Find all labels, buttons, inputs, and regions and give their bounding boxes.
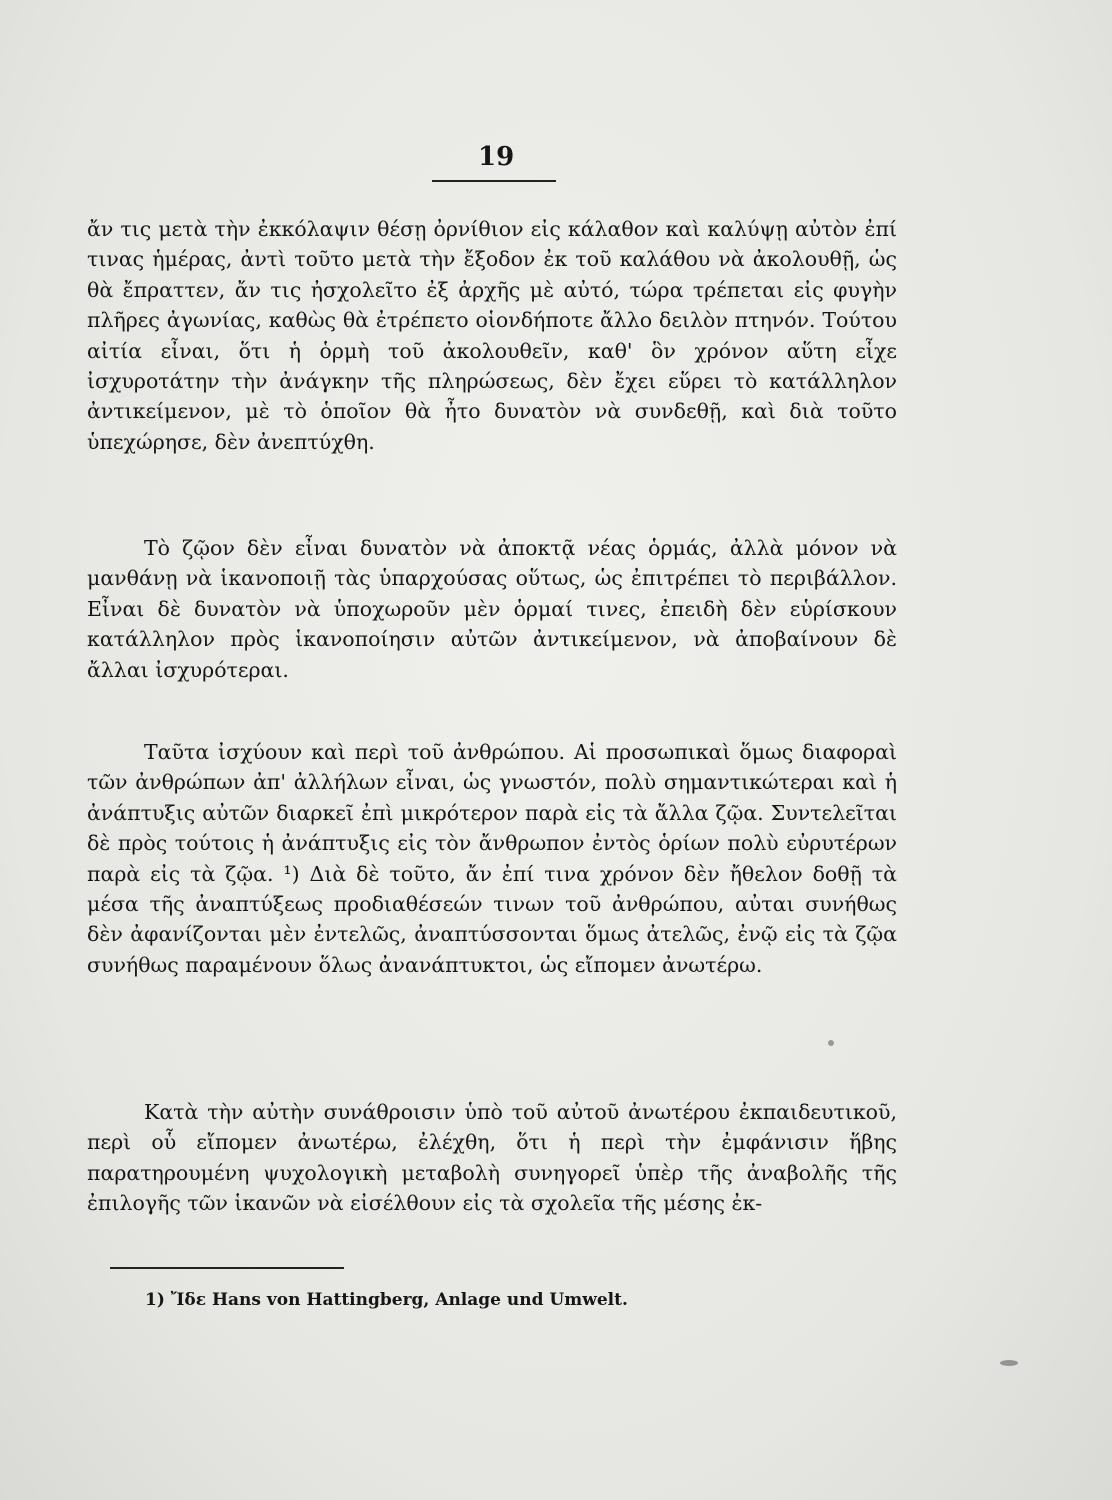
- paragraph-4: Κατὰ τὴν αὐτὴν συνάθροισιν ὑπὸ τοῦ αὐτοῦ ἀνωτέρου ἐκπαιδευτικοῦ, περὶ οὗ εἴπομεν ἀνωτέρω, ἐλέχθη, ὅτι ἡ περὶ τὴν ἐμφάνισιν ἥβης παρατηρουμένη ψυχολογικὴ μεταβολὴ συνηγορεῖ ὑπὲρ τῆς ἀναβολῆς τῆς ἐπιλογῆς τῶν ἱκανῶν νὰ εἰσέλθουν εἰς τὰ σχολεῖα τῆς μέσης ἐκ-: [87, 1100, 897, 1216]
- ink-dot: [828, 1040, 834, 1046]
- paragraph-1: ἄν τις μετὰ τὴν ἐκκόλαψιν θέσῃ ὀρνίθιον εἰς κάλαθον καὶ καλύψῃ αὐτὸν ἐπί τινας ἡμέρας, ἀντὶ τοῦτο μετὰ τὴν ἔξοδον ἐκ τοῦ καλάθου νὰ ἀκολουθῇ, ὡς θὰ ἔπραττεν, ἄν τις ἠσχολεῖτο ἐξ ἀρχῆς μὲ αὐτό, τώρα τρέπεται εἰς φυγὴν πλῆρες ἀγωνίας, καθὼς θὰ ἐτρέπετο οἱονδήποτε ἄλλο δειλὸν πτηνόν. Τούτου αἰτία εἶναι, ὅτι ἡ ὁρμὴ τοῦ ἀκολουθεῖν, καθ' ὃν χρόνον αὕτη εἶχε ἰσχυροτάτην τὴν ἀνάγκην τῆς πληρώσεως, δὲν ἔχει εὕρει τὸ κατάλληλον ἀντικείμενον, μὲ τὸ ὁποῖον θὰ ἦτο δυνατὸν νὰ συνδεθῇ, καὶ διὰ τοῦτο ὑπεχώρησε, δὲν ἀνεπτύχθη.: [87, 217, 897, 454]
- footnote-rule: [110, 1267, 344, 1269]
- ink-smudge: [1000, 1360, 1018, 1366]
- header-rule: [432, 180, 556, 182]
- page-number: 19: [478, 142, 515, 172]
- footnote: 1) Ἴδε Hans von Hattingberg, Anlage und Umwelt.: [145, 1290, 628, 1310]
- paragraph-2: Τὸ ζῷον δὲν εἶναι δυνατὸν νὰ ἀποκτᾷ νέας ὁρμάς, ἀλλὰ μόνον νὰ μανθάνῃ νὰ ἱκανοποιῇ τὰς ὑπαρχούσας οὕτως, ὡς ἐπιτρέπει τὸ περιβάλλον. Εἶναι δὲ δυνατὸν νὰ ὑποχωροῦν μὲν ὁρμαί τινες, ἐπειδὴ δὲν εὑρίσκουν κατάλληλον πρὸς ἱκανοποίησιν αὐτῶν ἀντικείμενον, νὰ ἀποβαίνουν δὲ ἄλλαι ἰσχυρότεραι.: [87, 536, 897, 682]
- paragraph-3: Ταῦτα ἰσχύουν καὶ περὶ τοῦ ἀνθρώπου. Αἱ προσωπικαὶ ὅμως διαφοραὶ τῶν ἀνθρώπων ἀπ' ἀλλήλων εἶναι, ὡς γνωστόν, πολὺ σημαντικώτεραι καὶ ἡ ἀνάπτυξις αὐτῶν διαρκεῖ ἐπὶ μικρότερον παρὰ εἰς τὰ ἄλλα ζῷα. Συντελεῖται δὲ πρὸς τούτοις ἡ ἀνάπτυξις εἰς τὸν ἄνθρωπον ἐντὸς ὁρίων πολὺ εὐρυτέρων παρὰ εἰς τὰ ζῷα. ¹) Διὰ δὲ τοῦτο, ἄν ἐπί τινα χρόνον δὲν ἤθελον δοθῇ τὰ μέσα τῆς ἀναπτύξεως προδιαθέσεών τινων τοῦ ἀνθρώπου, αὐται συνήθως δὲν ἀφανίζονται μὲν ἐντελῶς, ἀναπτύσσονται ὅμως ἀτελῶς, ἐνῷ εἰς τὰ ζῷα συνήθως παραμένουν ὅλως ἀνανάπτυκτοι, ὡς εἴπομεν ἀνωτέρω.: [87, 740, 897, 977]
